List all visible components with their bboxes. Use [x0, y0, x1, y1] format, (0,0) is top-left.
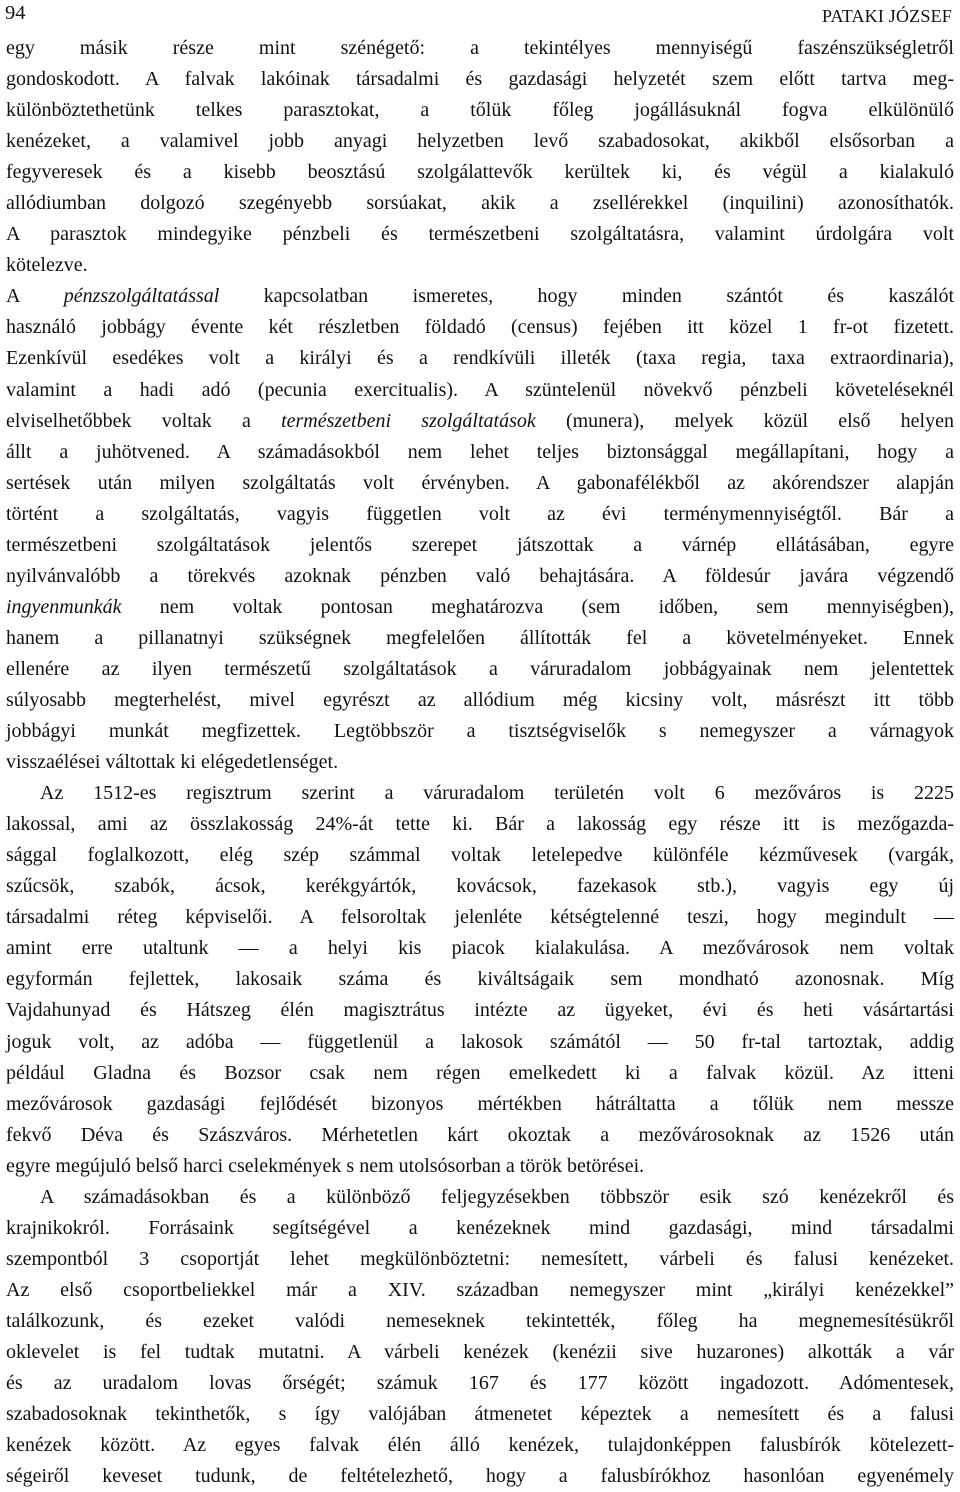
text-line: hanem a pillanatnyi szükségnek megfelelően állították fel a követelményeket. Ennek — [6, 626, 954, 649]
text-line: sertések után milyen szolgáltatás volt érvényben. A gabonafélékből az akórendszer alapján — [6, 471, 954, 494]
text-run: nem voltak pontosan meghatározva (sem időben, sem mennyiségben), — [121, 595, 954, 618]
text-line: Az első csoportbeliekkel már a XIV. században nemegyszer mint „királyi kenézekkel” — [6, 1278, 954, 1301]
text-line: Ezenkívül esedékes volt a királyi és a rendkívüli illeték (taxa regia, taxa extraordinaria), — [6, 347, 954, 370]
text-line: kenézek között. Az egyes falvak élén álló kenézek, tulajdonképpen falusbírók kötelezett- — [6, 1434, 954, 1457]
running-header — [5, 2, 952, 28]
body-text — [6, 33, 954, 1492]
text-line: fekvő Déva és Szászváros. Mérhetetlen kárt okoztak a mezővárosoknak az 1526 után — [6, 1123, 954, 1146]
text-line: amint erre utaltunk — a helyi kis piacok kialakulása. A mezővárosok nem voltak — [6, 937, 954, 960]
text-line: nyilvánvalóbb a törekvés azoknak pénzben való behajtására. A földesúr javára végzendő — [6, 564, 954, 587]
italic-term: pénzszolgáltatással — [63, 285, 220, 308]
running-title: PATAKI JÓZSEF — [821, 6, 952, 26]
text-line: ellenére az ilyen természetű szolgáltatások a váruradalom jobbágyainak nem jelentettek — [6, 657, 954, 680]
text-line — [6, 592, 954, 623]
text-line: egy másik része mint szénégető: a tekintélyes mennyiségű faszénszükségletről — [6, 37, 954, 59]
text-line: gondoskodott. A falvak lakóinak társadalmi és gazdasági helyzetét szem előtt tartva meg- — [6, 68, 954, 91]
text-line: oklevelet is fel tudtak mutatni. A várbeli kenézek (kenézii sive huzarones) alkották a vár — [6, 1340, 954, 1363]
text-line: fegyveresek és a kisebb beosztású szolgálattevők kerültek ki, és végül a kialakuló — [6, 161, 954, 184]
text-line: Az 1512-es regisztrum szerint a váruradalom területén volt 6 mezőváros is 2225 — [40, 782, 954, 805]
text-line: különböztethetünk telkes parasztokat, a tőlük főleg jogállásuknál fogva elkülönülő — [6, 99, 954, 122]
text-line: súlyosabb megterhelést, mivel egyrészt az allódium még kicsiny volt, másrészt itt több — [6, 688, 954, 711]
text-line: jobbágyi munkát megfizettek. Legtöbbször a tisztségviselők s nemegyszer a várnagyok — [6, 720, 954, 743]
text-line: joguk volt, az adóba — függetlenül a lakosok számától — 50 fr-tal tartoztak, addig — [6, 1030, 954, 1053]
text-line: és az uradalom lovas őrségét; számuk 167 és 177 között ingadozott. Adómentesek, — [6, 1372, 954, 1395]
text-line: kötelezve. — [6, 254, 88, 277]
text-line: társadalmi réteg képviselői. A felsoroltak jelenléte kétségtelenné teszi, hogy megindult — — [6, 906, 954, 929]
text-line: egyformán fejlettek, lakosaik száma és kiváltságaik sem mondható azonosnak. Míg — [6, 968, 954, 991]
text-line: szempontból 3 csoportját lehet megkülönböztetni: nemesített, várbeli és falusi kenézeket. — [6, 1247, 954, 1270]
text-line: ségeiről keveset tudunk, de feltételezhető, hogy a falusbírókhoz hasonlóan egyenémely — [6, 1465, 954, 1488]
text-run: elviselhetőbbek voltak a — [6, 409, 282, 432]
text-line: történt a szolgáltatás, vagyis független volt az évi terménymennyiségtől. Bár a — [6, 502, 954, 525]
text-line: Vajdahunyad és Hátszeg élén magisztrátus intézte az ügyeket, évi és heti vásártartási — [6, 999, 954, 1022]
italic-term: természetbeni szolgáltatások — [281, 409, 536, 432]
italic-term: ingyenmunkák — [6, 595, 122, 618]
text-line: visszaélései váltottak ki elégedetlenséget. — [6, 751, 339, 774]
text-line: állt a juhötvened. A számadásokból nem lehet teljes biztonsággal megállapítani, hogy a — [6, 440, 954, 463]
text-line: szabadosoknak tekinthetők, s így valójában átmenetet képeztek a nemesített és a falusi — [6, 1403, 954, 1426]
text-line: allódiumban dolgozó szegényebb sorsúakat, akik a zsellérekkel (inquilini) azonosíthatók. — [6, 192, 954, 215]
text-line — [6, 281, 954, 312]
text-line: mezővárosok gazdasági fejlődését bizonyos mértékben hátráltatta a tőlük nem messze — [6, 1092, 954, 1115]
text-line: természetbeni szolgáltatások jelentős szerepet játszottak a várnép ellátásában, egyre — [6, 533, 954, 556]
text-line: valamint a hadi adó (pecunia exercitualis). A szüntelenül növekvő pénzbeli követeléseknél — [6, 378, 954, 401]
text-line: kenézeket, a valamivel jobb anyagi helyzetben levő szabadosokat, akikből elsősorban a — [6, 130, 954, 153]
text-line: krajnikokról. Forrásaink segítségével a kenézeknek mind gazdasági, mind társadalmi — [6, 1216, 954, 1239]
text-line: lakossal, ami az összlakosság 24%-át tette ki. Bár a lakosság egy része itt is mezőgazda- — [6, 813, 954, 836]
text-line: A parasztok mindegyike pénzbeli és természetbeni szolgáltatásra, valamint úrdolgára volt — [6, 223, 954, 246]
text-line: szűcsök, szabók, ácsok, kerékgyártók, kovácsok, fazekasok stb.), vagyis egy új — [6, 875, 954, 898]
text-line: például Gladna és Bozsor csak nem régen emelkedett ki a falvak közül. Az itteni — [6, 1061, 954, 1084]
text-line — [6, 406, 954, 437]
text-run: kapcsolatban ismeretes, hogy minden szántót és kaszálót — [219, 285, 955, 308]
text-line: egyre megújuló belső harci cselekmények s nem utolsósorban a török betörései. — [6, 1154, 645, 1177]
text-line: találkozunk, és ezeket valódi nemeseknek tekintették, főleg ha megnemesítésükről — [6, 1309, 954, 1332]
text-line: A számadásokban és a különböző feljegyzésekben többször esik szó kenézekről és — [40, 1185, 954, 1208]
text-line: sággal foglalkozott, elég szép számmal voltak letelepedve különféle kézművesek (vargák, — [6, 844, 954, 867]
text-run: (munera), melyek közül első helyen — [535, 409, 954, 432]
text-run: A — [6, 285, 64, 308]
text-line: használó jobbágy évente két részletben földadó (census) fejében itt közel 1 fr-ot fizetett. — [6, 316, 954, 339]
page-number: 94 — [5, 2, 26, 24]
